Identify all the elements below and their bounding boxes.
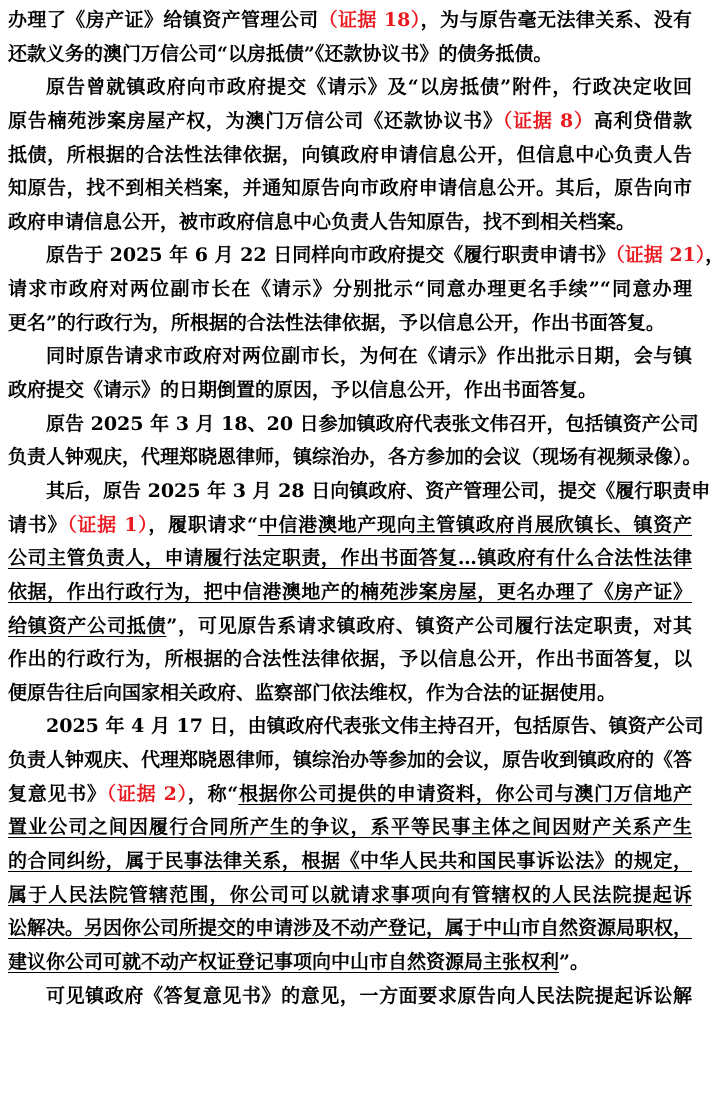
quoted-text: 置业公司之间因履行合同所产生的争议，系平等民事主体之间因财产关系产生 — [8, 816, 692, 839]
evidence-reference: （证据 21） — [615, 244, 706, 267]
text-run: ”，可见原告系请求镇政府、镇资产公司履行法定职责，对其 — [166, 614, 692, 637]
text-line — [8, 643, 692, 677]
text-run: 负责人钟观庆，代理郑晓恩律师，镇综治办，各方参加的会议（现场有视频录像）。 — [8, 446, 702, 469]
text-run: 办理了《房产证》给镇资产管理公司 — [8, 9, 319, 31]
text-line — [8, 374, 692, 408]
quoted-text: 建议你公司可就不动产权证登记事项向中山市自然资源局主张权利 — [8, 950, 560, 973]
quoted-text: 公司主管负责人，申请履行法定职责，作出书面答复…镇政府有什么合法性法律 — [8, 547, 692, 570]
text-run: 请书》 — [8, 513, 68, 536]
text-line — [8, 340, 692, 374]
text-run: 原告曾就镇政府向市政府提交《请示》及“以房抵债”附件，行政决定收回 — [46, 76, 692, 99]
evidence-reference: （证据 18） — [318, 9, 421, 31]
text-line — [8, 408, 699, 442]
text-run: 请求市政府对两位副市长在《请示》分别批示“同意办理更名手续”“同意办理 — [8, 278, 692, 301]
text-line — [8, 576, 692, 610]
text-run: 同时原告请求市政府对两位副市长，为何在《请示》作出批示日期，会与镇 — [46, 345, 692, 368]
text-run: ， — [705, 244, 724, 267]
text-line — [8, 441, 702, 475]
text-line — [8, 239, 724, 273]
text-run: ，履职请求“ — [148, 513, 258, 536]
text-run: 作出的行政行为，所根据的合法性法律依据，予以信息公开，作出书面答复，以 — [8, 648, 692, 671]
quoted-text: 给镇资产公司抵债 — [8, 614, 167, 637]
text-run: 其后，原告 2025 年 3 月 28 日向镇政府、资产管理公司，提交《履行职责申 — [46, 479, 711, 502]
text-line — [8, 980, 692, 1014]
quoted-text: 中信港澳地产现向主管镇政府肖展欣镇长、镇资产 — [257, 513, 692, 536]
evidence-reference: （证据 1） — [67, 513, 149, 536]
text-run: 政府提交《请示》的日期倒置的原因，予以信息公开，作出书面答复。 — [8, 379, 598, 402]
quoted-text: 根据你公司提供的申请资料，你公司与澳门万信地产 — [238, 782, 692, 805]
text-run: 更名”的行政行为，所根据的合法性法律依据，予以信息公开，作出书面答复。 — [8, 311, 665, 334]
text-run: ”。 — [559, 950, 589, 973]
text-line — [8, 845, 692, 879]
quoted-text: 依据，作出行政行为，把中信港澳地产的楠苑涉案房屋，更名办理了《房产证》 — [8, 580, 692, 603]
text-run: 2025 年 4 月 17 日，由镇政府代表张文伟主持召开，包括原告、镇资产公司 — [46, 715, 704, 738]
text-run: ，为与原告毫无法律关系、没有 — [420, 9, 692, 31]
text-line — [8, 811, 692, 845]
quoted-text: 的合同纠纷，属于民事法律关系，根据《中华人民共和国民事诉讼法》的规定， — [8, 850, 692, 873]
text-line — [8, 677, 692, 711]
text-run: ，称“ — [187, 782, 239, 805]
text-run: 还款义务的澳门万信公司“以房抵债”《还款协议书》的债务抵债。 — [8, 42, 553, 65]
text-line — [8, 139, 692, 173]
text-line — [8, 105, 692, 139]
text-run: 政府申请信息公开，被市政府信息中心负责人告知原告，找不到相关档案。 — [8, 210, 636, 233]
text-run: 高利贷借款 — [593, 109, 692, 132]
text-line — [8, 509, 692, 543]
text-line — [8, 778, 692, 812]
text-line — [8, 542, 692, 576]
text-run: 原告于 2025 年 6 月 22 日同样向市政府提交《履行职责申请书》 — [46, 244, 616, 267]
text-line — [8, 71, 692, 105]
text-run: 原告楠苑涉案房屋产权，为澳门万信公司《还款协议书》 — [8, 109, 503, 132]
text-run: 复意见书》 — [8, 782, 107, 805]
text-line — [8, 912, 692, 946]
text-run: 便原告往后向国家相关政府、监察部门依法维权，作为合法的证据使用。 — [8, 681, 617, 704]
text-line — [8, 38, 692, 72]
quoted-text: 属于人民法院管辖范围，你公司可以就请求事项向有管辖权的人民法院提起诉 — [8, 883, 692, 906]
text-line — [8, 610, 692, 644]
text-line — [8, 879, 692, 913]
text-line — [8, 744, 692, 778]
evidence-reference: （证据 2） — [106, 782, 188, 805]
text-run: 抵债，所根据的合法性法律依据，向镇政府申请信息公开，但信息中心负责人告 — [8, 143, 692, 166]
text-line — [8, 307, 692, 341]
text-line — [8, 206, 692, 240]
text-run: 知原告，找不到相关档案，并通知原告向市政府申请信息公开。其后，原告向市 — [8, 177, 692, 200]
text-line — [8, 4, 692, 38]
text-line — [8, 946, 692, 980]
text-run: 可见镇政府《答复意见书》的意见，一方面要求原告向人民法院提起诉讼解 — [46, 984, 692, 1007]
evidence-reference: （证据 8） — [502, 109, 594, 132]
text-run: 负责人钟观庆、代理郑晓恩律师，镇综治办等参加的会议，原告收到镇政府的《答 — [8, 749, 693, 772]
text-line — [8, 710, 704, 744]
text-line — [8, 172, 692, 206]
text-line — [8, 475, 711, 509]
text-line — [8, 273, 692, 307]
text-run: 原告 2025 年 3 月 18、20 日参加镇政府代表张文伟召开，包括镇资产公司 — [46, 412, 699, 435]
quoted-text: 讼解决。另因你公司所提交的申请涉及不动产登记，属于中山市自然资源局职权， — [8, 917, 693, 940]
